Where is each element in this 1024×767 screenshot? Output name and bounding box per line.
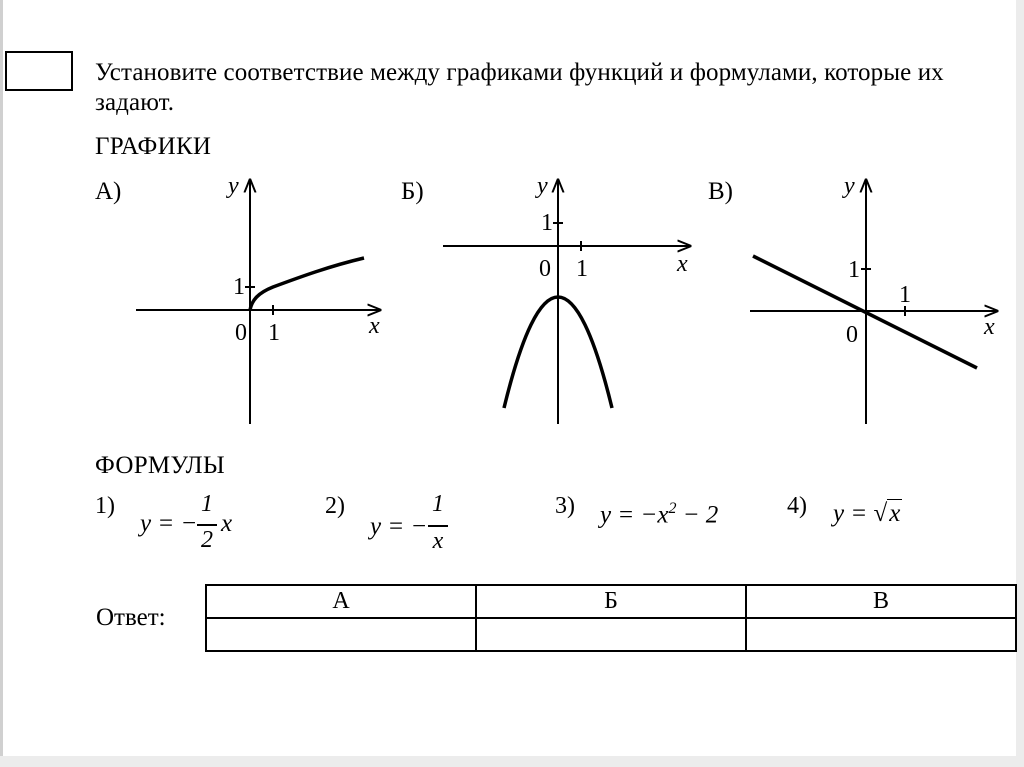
graph-v-tick-x-label: 1 (899, 282, 911, 308)
answer-cell-v[interactable] (746, 618, 1016, 651)
formula-2-numerator: 1 (432, 491, 444, 517)
graph-b-x-label: x (677, 251, 688, 277)
formula-4-lhs: y = (833, 500, 874, 527)
answer-header-b: Б (476, 585, 746, 618)
formula-2-lhs: y = − (370, 513, 428, 540)
formula-4-number: 4) (787, 493, 807, 519)
formula-1-numerator: 1 (201, 491, 213, 517)
graph-a-letter: А) (95, 178, 122, 205)
graphs-heading: ГРАФИКИ (95, 133, 212, 160)
sqrt-icon: √ (873, 500, 888, 527)
formula-1-fraction-bar (197, 524, 217, 526)
graph-a-curve (250, 258, 364, 310)
answer-header-v: В (746, 585, 1016, 618)
answer-label: Ответ: (96, 604, 166, 631)
formula-2-fraction-bar (428, 525, 448, 527)
formula-3 (600, 500, 718, 529)
task-text: Установите соответствие между графиками функций и формулами, которые их задают. (95, 59, 944, 116)
graph-b-letter: Б) (401, 178, 424, 205)
graph-a-tick-y-label: 1 (233, 274, 245, 300)
graph-b-tick-y-label: 1 (541, 210, 553, 236)
graph-b (401, 173, 690, 424)
formula-1-tail: x (221, 510, 233, 537)
graph-a-y-label: y (228, 173, 239, 199)
graph-v-origin-label: 0 (846, 322, 858, 348)
graph-v-y-label: y (844, 173, 855, 199)
formula-1-lhs: y = − (140, 510, 198, 537)
formula-4-radicand: x (889, 500, 901, 527)
graph-b-y-label: y (537, 173, 548, 199)
formula-3-tail: − 2 (676, 501, 719, 529)
graph-a-origin-label: 0 (235, 320, 247, 346)
graph-v-letter: В) (708, 178, 733, 205)
graph-b-tick-x-label: 1 (576, 256, 588, 282)
formula-3-exponent: 2 (668, 500, 677, 517)
graph-v-tick-y-label: 1 (848, 257, 860, 283)
graph-a-tick-x-label: 1 (268, 320, 280, 346)
formula-3-number: 3) (555, 493, 575, 519)
formulas-heading: ФОРМУЛЫ (95, 452, 225, 479)
formula-3-lhs: y = −x (600, 501, 669, 529)
graph-a (95, 173, 380, 424)
formula-1-number: 1) (95, 493, 115, 519)
formula-1-denominator: 2 (201, 527, 213, 553)
answer-table (205, 584, 1017, 652)
formula-2-number: 2) (325, 493, 345, 519)
answer-table-header-row (206, 585, 1016, 618)
graph-v (708, 173, 997, 424)
graph-v-x-label: x (984, 314, 995, 340)
answer-header-a: А (206, 585, 476, 618)
graph-b-origin-label: 0 (539, 256, 551, 282)
answer-cell-a[interactable] (206, 618, 476, 651)
formula-2-denominator: x (432, 528, 444, 554)
formula-4 (833, 500, 902, 528)
answer-cell-b[interactable] (476, 618, 746, 651)
graph-a-x-label: x (369, 313, 380, 339)
answer-table-input-row (206, 618, 1016, 651)
